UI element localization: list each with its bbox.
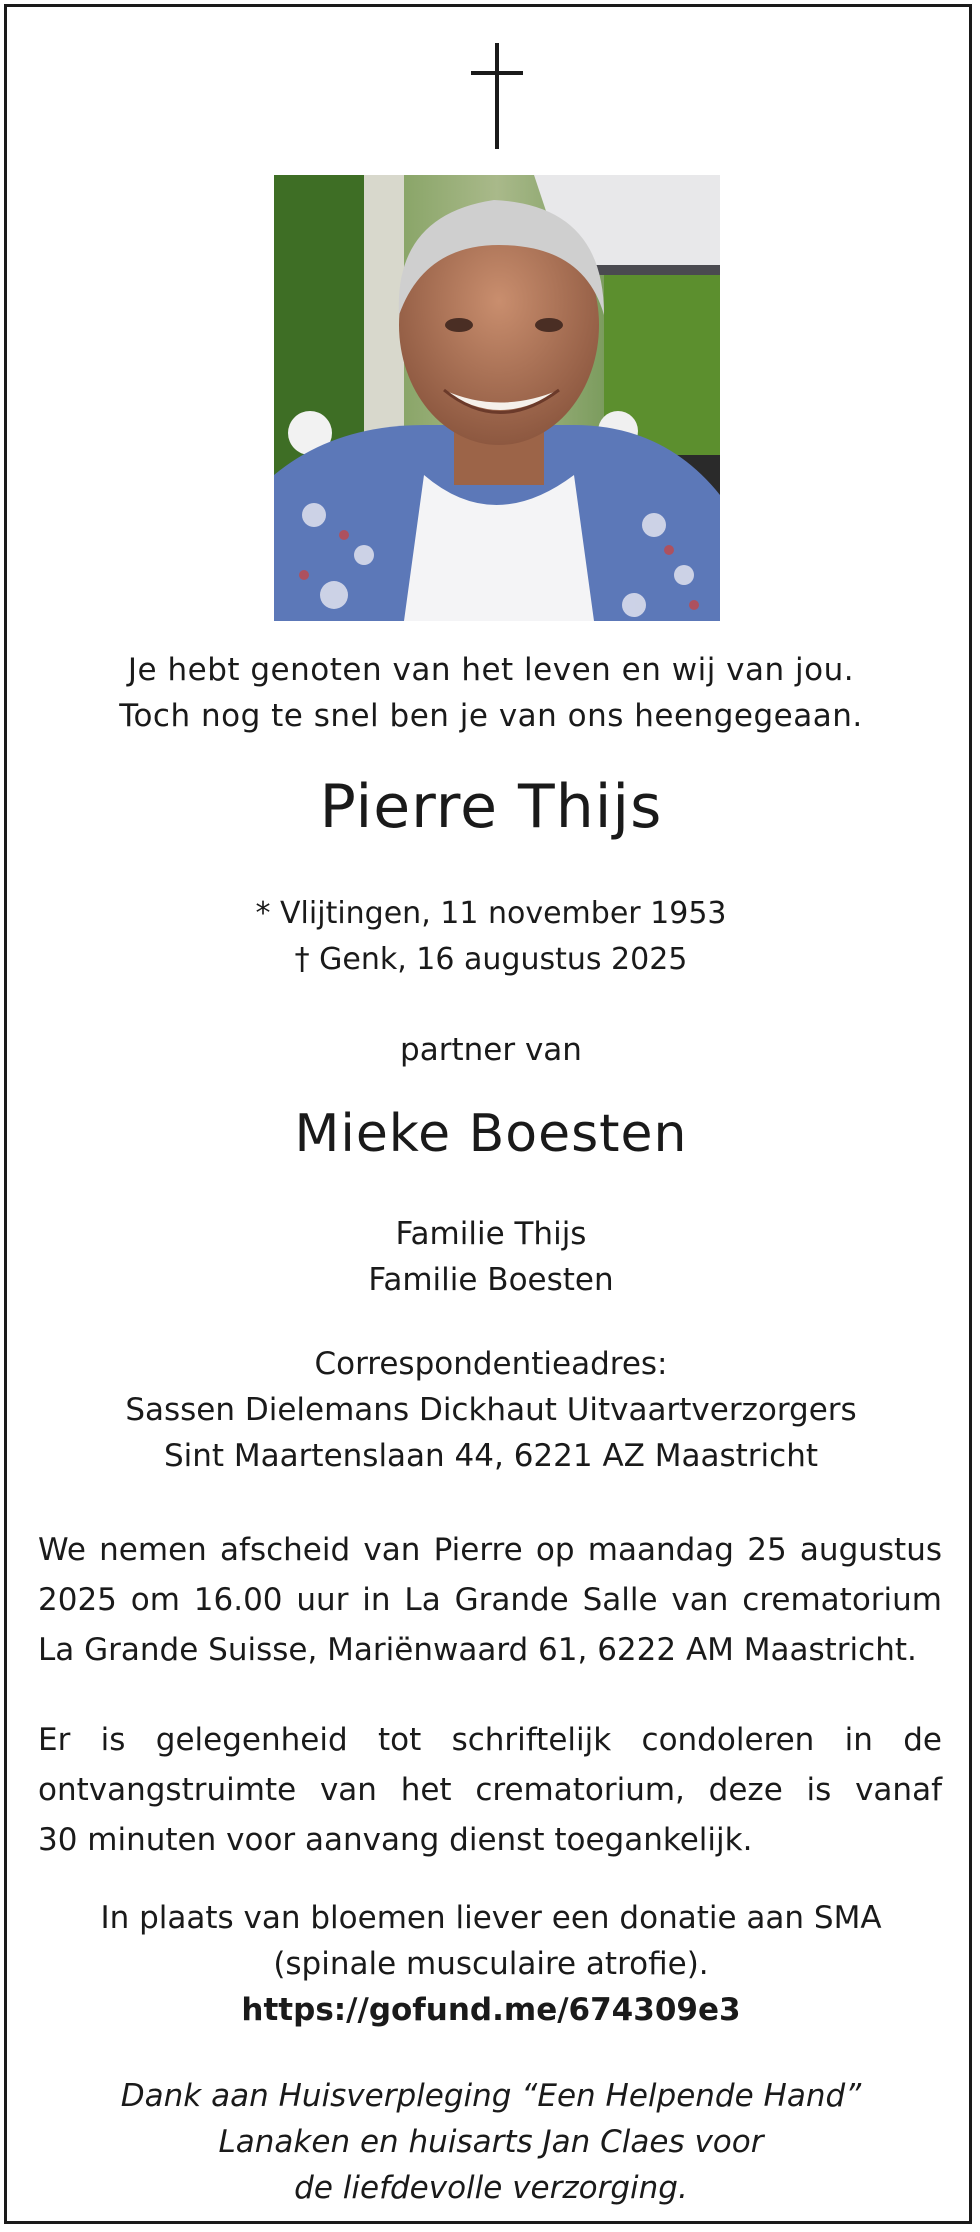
partner-name: Mieke Boesten — [294, 1104, 688, 1164]
street-address: Sint Maartenslaan 44, 6221 AZ Maastricht — [163, 1438, 818, 1474]
donation-request — [7, 1895, 975, 2033]
farewell-line: 2025 om 16.00 uur in La Grande Salle van crematorium — [38, 1582, 942, 1618]
quote — [7, 647, 975, 739]
portrait-photo — [274, 175, 720, 621]
condolence-paragraph — [38, 1715, 942, 1865]
cross-icon — [471, 43, 523, 149]
correspondence-address — [7, 1341, 975, 1479]
thanks-note — [7, 2073, 975, 2211]
funeral-company: Sassen Dielemans Dickhaut Uitvaartverzorgers — [125, 1392, 857, 1428]
donation-line: (spinale musculaire atrofie). — [273, 1946, 709, 1982]
thanks-line: de liefdevolle verzorging. — [294, 2170, 688, 2206]
thanks-line: Dank aan Huisverpleging “Een Helpende Hand” — [120, 2078, 862, 2114]
death-date: † Genk, 16 augustus 2025 — [294, 942, 688, 977]
quote-line: Toch nog te snel ben je van ons heengegeaan. — [119, 698, 863, 734]
donation-line: In plaats van bloemen liever een donatie aan SMA — [100, 1900, 882, 1936]
deceased-name: Pierre Thijs — [319, 772, 663, 842]
announcement-frame — [4, 4, 972, 2224]
farewell-line: La Grande Suisse, Mariënwaard 61, 6222 AM Maastricht. — [38, 1632, 917, 1668]
condolence-line: ontvangstruimte van het crematorium, deze is vanaf — [38, 1772, 942, 1808]
life-dates — [7, 891, 975, 983]
quote-line: Je hebt genoten van het leven en wij van jou. — [127, 652, 855, 688]
farewell-paragraph — [38, 1525, 942, 1675]
family-name: Familie Boesten — [368, 1262, 614, 1298]
condolence-line: 30 minuten voor aanvang dienst toegankelijk. — [38, 1822, 753, 1858]
condolence-line: Er is gelegenheid tot schriftelijk condoleren in de — [38, 1722, 942, 1758]
donation-link[interactable]: https://gofund.me/674309e3 — [241, 1992, 741, 2028]
birth-date: * Vlijtingen, 11 november 1953 — [255, 896, 727, 931]
families — [7, 1211, 975, 1303]
farewell-line: We nemen afscheid van Pierre op maandag 25 augustus — [38, 1532, 942, 1568]
correspondence-label: Correspondentieadres: — [314, 1346, 668, 1382]
partner-label: partner van — [400, 1032, 582, 1068]
thanks-line: Lanaken en huisarts Jan Claes voor — [218, 2124, 764, 2160]
family-name: Familie Thijs — [395, 1216, 587, 1252]
